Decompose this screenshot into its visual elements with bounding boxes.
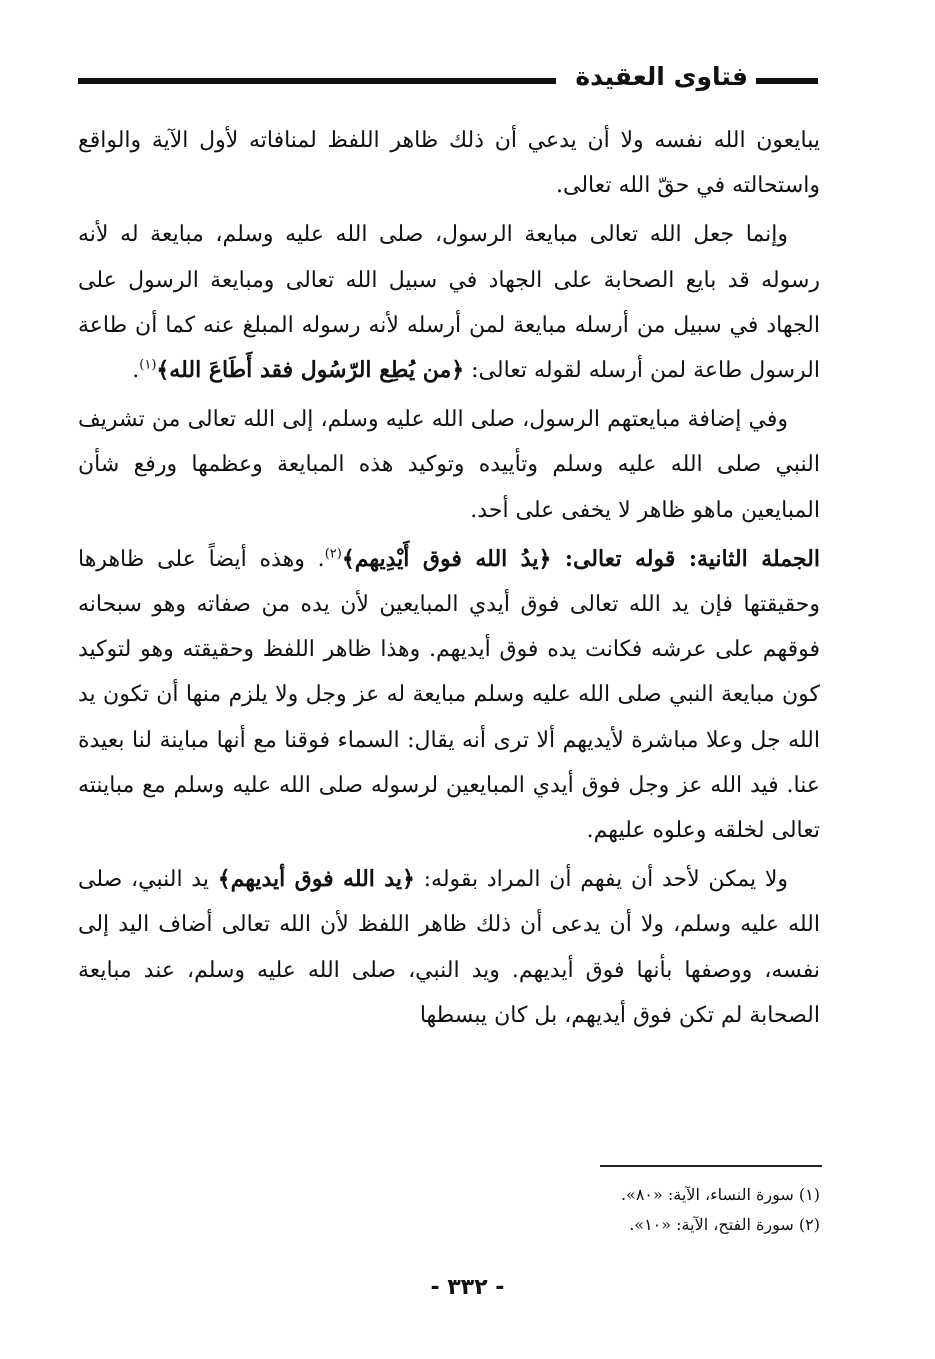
main-text xyxy=(78,118,820,1042)
section-lead: الجملة الثانية: قوله تعالى: xyxy=(551,545,821,572)
paragraph-4-text: . وهذه أيضاً على ظاهرها وحقيقتها فإن يد الله تعالى فوق أيدي المبايعين لأن يده من صفاته وهو سبحانه فوقهم على عرشه فكانت يده فوق أيديهم. وهذا ظاهر اللفظ وحقيقته وهو لتوكيد كون مبايعة النبي صلى الله عليه وسلم مبايعة له عز وجل ولا يلزم منها أن تكون يد الله جل وعلا مباشرة لأيديهم ألا ترى أنه يقال: السماء فوقنا مع أنها مباينة لنا بعيدة عنا. فيد الله عز وجل فوق أيدي المبايعين لرسوله صلى الله عليه وسلم مع مباينته تعالى لخلقه وعلوه عليهم. xyxy=(78,546,820,844)
paragraph-5 xyxy=(78,857,820,1038)
quran-quote-3: ﴿يد الله فوق أيديهم﴾ xyxy=(217,866,415,893)
paragraph-3-text: وفي إضافة مبايعتهم الرسول، صلى الله عليه وسلم، إلى الله تعالى من تشريف النبي صلى الله عليه وسلم وتأييده وتوكيد هذه المبايعة وعظمها ورفع شأن المبايعين ماهو ظاهر لا يخفى على أحد. xyxy=(78,407,820,523)
footnote-2: (٢) سورة الفتح، الآية: «١٠». xyxy=(629,1215,820,1234)
paragraph-3 xyxy=(78,397,820,533)
page-number: - ٣٣٢ - xyxy=(430,1275,505,1300)
footnote-ref-1[interactable]: (١) xyxy=(139,357,157,373)
quran-quote-2: ﴿يدُ الله فوق أَيْدِيهم﴾ xyxy=(341,545,552,572)
paragraph-5-end: يد النبي، صلى الله عليه وسلم، ولا أن يدعى أن ذلك ظاهر اللفظ لأن الله تعالى أضاف اليد إلى نفسه، ووصفها بأنها فوق أيديهم. ويد النبي، صلى الله عليه وسلم، عند مبايعة الصحابة لم تكن فوق أيديهم، بل كان يبسطها xyxy=(78,867,820,1028)
paragraph-1-text: يبايعون الله نفسه ولا أن يدعي أن ذلك ظاهر اللفظ لمنافاته لأول الآية والواقع واستحالته في حقّ الله تعالى. xyxy=(78,128,820,199)
paragraph-2-end: . xyxy=(132,358,140,384)
footnote-divider xyxy=(600,1165,822,1167)
paragraph-2 xyxy=(78,212,820,393)
paragraph-4 xyxy=(78,537,820,853)
running-title: فتاوى العقيدة xyxy=(575,62,748,91)
paragraph-5-text: ولا يمكن لأحد أن يفهم أن المراد بقوله: xyxy=(414,867,789,893)
header-rule-left xyxy=(78,78,556,84)
footnote-ref-2[interactable]: (٢) xyxy=(324,546,342,562)
header-rule-right xyxy=(756,78,818,84)
paragraph-1 xyxy=(78,118,820,208)
page-header xyxy=(78,58,818,98)
footnotes xyxy=(78,1180,820,1240)
quran-quote-1: ﴿من يُطِع الرّسُول فقد أَطَاعَ الله﴾ xyxy=(156,357,465,384)
paragraph-2-text: وإنما جعل الله تعالى مبايعة الرسول، صلى الله عليه وسلم، مبايعة له لأنه رسوله قد بايع الصحابة على الجهاد في سبيل الله تعالى ومبايعة الرسول على الجهاد في سبيل من أرسله مبايعة لمن أرسله لأنه رسوله المبلغ عنه كما أن طاعة الرسول طاعة لمن أرسله لقوله تعالى: xyxy=(78,222,820,384)
footnote-1: (١) سورة النساء، الآية: «٨٠». xyxy=(620,1185,820,1204)
